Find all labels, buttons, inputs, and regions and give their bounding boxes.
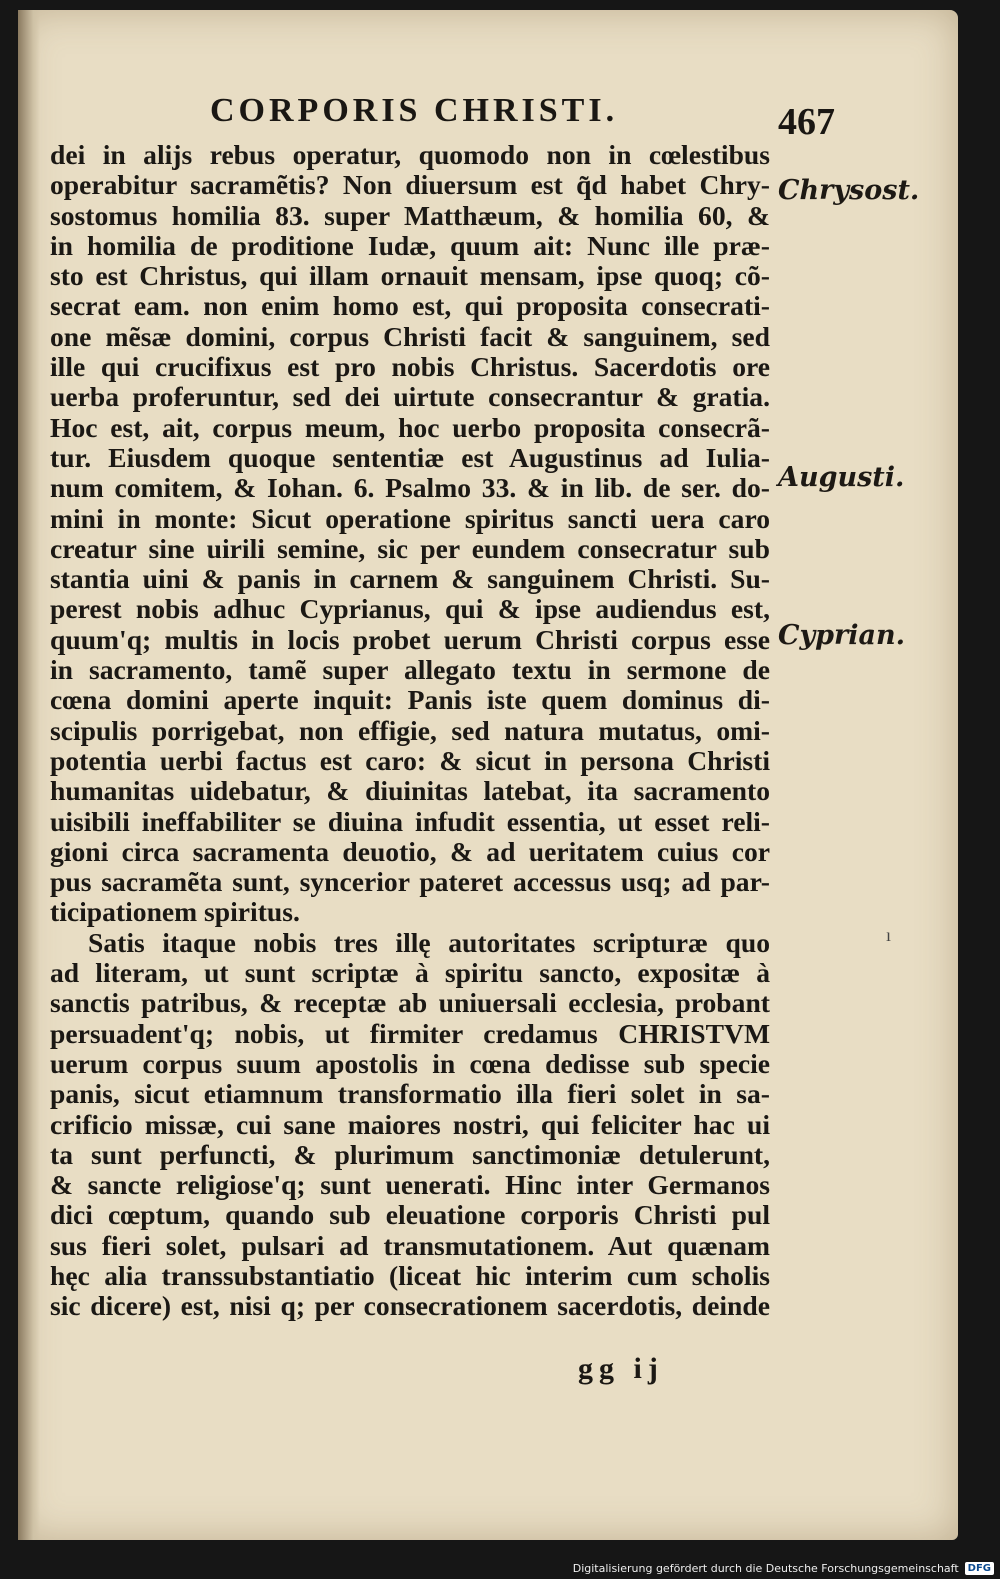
text-line: Satis itaque nobis tres illę autoritates scripturæ quo xyxy=(88,926,770,958)
body-text xyxy=(50,140,770,1322)
text-line: in sacramento, tamẽ super allegato textu in sermone de xyxy=(50,654,770,686)
margin-note-cyprianus: Cyprian. xyxy=(778,620,906,651)
text-line: quum'q; multis in locis probet uerum Christi corpus esse xyxy=(50,623,770,655)
text-line: tur. Eiusdem quoque sententiæ est Augustinus ad Iulia- xyxy=(50,441,770,473)
text-line: in homilia de proditione Iudæ, quum ait: Nunc ille præ- xyxy=(50,229,770,261)
text-line: Hoc est, ait, corpus meum, hoc uerbo proposita consecrã- xyxy=(50,411,770,443)
text-line: potentia uerbi factus est caro: & sicut in persona Christi xyxy=(50,744,770,776)
footer-credit: Digitalisierung gefördert durch die Deutsche Forschungsgemeinschaft xyxy=(572,1561,959,1575)
text-line: sostomus homilia 83. super Matthæum, & homilia 60, & xyxy=(50,199,770,231)
text-line: gioni circa sacramenta deuotio, & ad ueritatem cuius cor xyxy=(50,835,770,867)
text-line: sto est Christus, qui illam ornauit mensam, ipse quoq; cõ- xyxy=(50,260,770,292)
text-line: pus sacramẽta sunt, syncerior pateret accessus usq; ad par- xyxy=(50,866,770,898)
text-line: crificio missæ, cui sane maiores nostri, qui feliciter hac ui xyxy=(50,1108,770,1140)
running-head: CORPORIS CHRISTI. xyxy=(210,92,619,129)
text-line: scipulis porrigebat, non effigie, sed natura mutatus, omi- xyxy=(50,714,770,746)
text-line: sic dicere) est, nisi q; per consecrationem sacerdotis, deinde xyxy=(50,1290,770,1322)
text-line: uisibili ineffabiliter se diuina infudit essentia, ut esset reli- xyxy=(50,805,770,837)
text-line: uerba proferuntur, sed dei uirtute consecrantur & gratia. xyxy=(50,381,770,413)
dfg-logo: DFG xyxy=(965,1562,994,1575)
margin-note-augustinus: Augusti. xyxy=(778,462,905,493)
text-line: ille qui crucifixus est pro nobis Christus. Sacerdotis ore xyxy=(50,351,770,383)
text-line: stantia uini & panis in carnem & sanguinem Christi. Su- xyxy=(50,563,770,595)
text-line: one mẽsæ domini, corpus Christi facit & sanguinem, sed xyxy=(50,320,770,352)
text-line: secrat eam. non enim homo est, qui proposita consecrati- xyxy=(50,290,770,322)
page-number: 467 xyxy=(778,101,835,143)
stray-mark: ı xyxy=(886,925,892,945)
page-gutter xyxy=(18,10,40,1540)
text-line: & sancte religiose'q; sunt uenerati. Hinc inter Germanos xyxy=(50,1169,770,1201)
text-line: cœna domini aperte inquit: Panis iste quem dominus di- xyxy=(50,684,770,716)
text-line: creatur sine uirili semine, sic per eundem consecratur sub xyxy=(50,532,770,564)
text-line: mini in monte: Sicut operatione spiritus sancti uera caro xyxy=(50,502,770,534)
text-line: num comitem, & Iohan. 6. Psalmo 33. & in lib. de ser. do- xyxy=(50,472,770,504)
text-line: sus fieri solet, pulsari ad transmutationem. Aut quænam xyxy=(50,1229,770,1261)
text-line: dici cœptum, quando sub eleuatione corporis Christi pul xyxy=(50,1199,770,1231)
text-line: uerum corpus suum apostolis in cœna dedisse sub specie xyxy=(50,1047,770,1079)
text-line: humanitas uidebatur, & diuinitas latebat, ita sacramento xyxy=(50,775,770,807)
text-line: hęc alia transsubstantiatio (liceat hic interim cum scholis xyxy=(50,1259,770,1291)
digitization-footer xyxy=(573,1559,994,1577)
signature-mark: gg ij xyxy=(578,1352,664,1385)
margin-note-chrysostomus: Chrysost. xyxy=(778,175,920,206)
text-line: persuadent'q; nobis, ut firmiter credamus CHRISTVM xyxy=(50,1017,770,1049)
text-line: sanctis patribus, & receptæ ab uniuersali ecclesia, probant xyxy=(50,987,770,1019)
text-line: ta sunt perfuncti, & plurimum sanctimoniæ detulerunt, xyxy=(50,1138,770,1170)
text-line: ad literam, ut sunt scriptæ à spiritu sancto, expositæ à xyxy=(50,957,770,989)
text-line: panis, sicut etiamnum transformatio illa fieri solet in sa- xyxy=(50,1078,770,1110)
text-line: operabitur sacramẽtis? Non diuersum est q̃d habet Chry- xyxy=(50,169,770,201)
text-line: ticipationem spiritus. xyxy=(50,896,300,928)
text-line: dei in alijs rebus operatur, quomodo non in cœlestibus xyxy=(50,139,770,170)
text-line: perest nobis adhuc Cyprianus, qui & ipse audiendus est, xyxy=(50,593,770,625)
